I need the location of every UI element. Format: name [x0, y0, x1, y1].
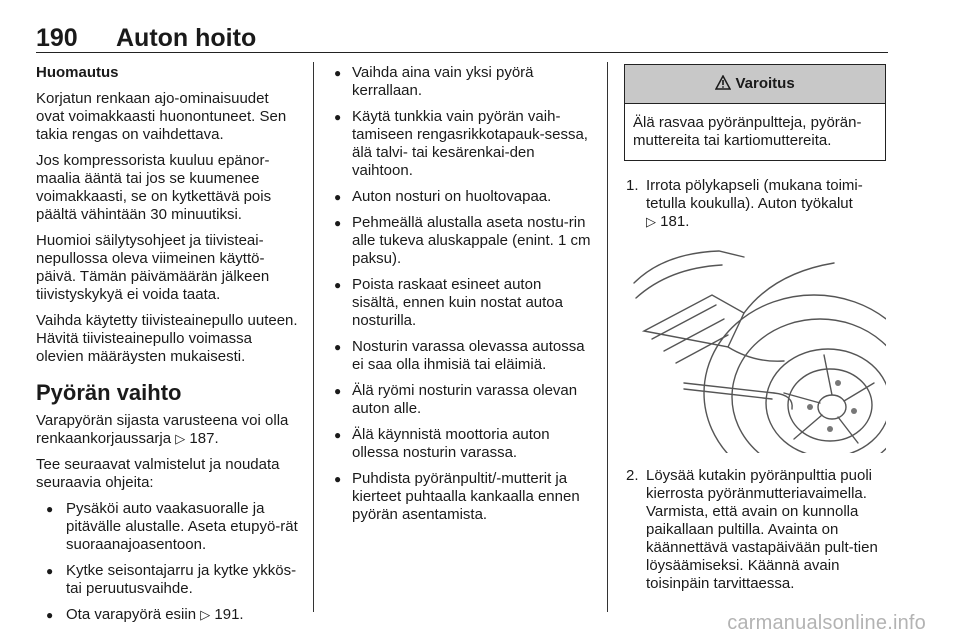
list-item: ● Älä käynnistä moottoria auton ollessa nosturin varassa.: [330, 426, 592, 462]
warning-header: [625, 65, 885, 104]
wheel-illustration-svg: [624, 243, 886, 453]
warning-text: Älä rasvaa pyöränpultteja, pyörän-muttereita tai kartiomuttereita.: [633, 114, 862, 149]
page-reference-link[interactable]: 181.: [660, 213, 690, 230]
list-item: ● Puhdista pyöränpultit/-mutterit ja kierteet puhtaalla kankaalla ennen pyörän asentamista.: [330, 470, 592, 524]
list-item: ● Poista raskaat esineet auton sisältä, ennen kuin nostat autoa nosturilla.: [330, 276, 592, 330]
list-item: ● Älä ryömi nosturin varassa olevan auton alle.: [330, 382, 592, 418]
step-item: [624, 467, 886, 593]
step-number: 1.: [626, 177, 639, 194]
column-divider: [607, 62, 608, 612]
warning-triangle-icon: [715, 75, 731, 90]
step-number: 2.: [626, 467, 639, 484]
note-title: Huomautus: [36, 64, 119, 81]
watermark: carmanualsonline.info: [727, 612, 926, 634]
page-number: 190: [36, 24, 78, 52]
section-heading: Pyörän vaihto: [36, 380, 182, 405]
list-item: ● Kytke seisontajarru ja kytke ykkös- tai peruutusvaihde.: [36, 562, 298, 598]
steps-list: [624, 177, 886, 231]
list-item-text: Ota varapyörä esiin: [66, 606, 201, 623]
note-paragraph: Jos kompressorista kuuluu epänor-maalia ääntä tai jos se kuumenee voimakkaasti, se on kytkettävä pois päältä vähintään 30 minuutiksi.: [36, 152, 272, 223]
step-text: Löysää kutakin pyöränpulttia puoli kierrosta pyöränmutteriavaimella. Varmista, että avain on kunnolla paikallaan pultilla. Avainta on käännettävä vastapäivään pult-tien löysäämiseksi. Käännä avain toisinpäin tarvittaessa.: [646, 467, 878, 592]
triangle-right-icon: ▷: [646, 214, 656, 229]
list-item: ● Vaihda aina vain yksi pyörä kerrallaan.: [330, 64, 592, 100]
column-left: [36, 64, 298, 632]
page-reference-link[interactable]: 191.: [214, 606, 244, 623]
steps-list: [624, 467, 886, 593]
preparation-list: [36, 500, 298, 624]
step-item: [624, 177, 886, 231]
column-middle: [330, 64, 592, 532]
note-paragraph: Huomioi säilytysohjeet ja tiivisteai-nepullossa oleva viimeinen käyttö-päivä. Tämän päivämäärän jälkeen tiivistyskykyä ei voida taata.: [36, 232, 270, 303]
triangle-right-icon: ▷: [175, 431, 186, 446]
list-item: ● Auton nosturi on huoltovapaa.: [330, 188, 592, 206]
list-item: [36, 606, 298, 624]
safety-list: [330, 64, 592, 524]
warning-title: Varoitus: [735, 75, 795, 92]
list-item: ● Pysäköi auto vaakasuoralle ja pitävälle alustalle. Aseta etupyö-rät suoraanajoasentoon.: [36, 500, 298, 554]
instructions-paragraph: Tee seuraavat valmistelut ja noudata seuraavia ohjeita:: [36, 456, 280, 491]
page-reference-link[interactable]: 187.: [189, 430, 219, 447]
step-text: Irrota pölykapseli (mukana toimi-tetulla koukulla). Auton työkalut: [646, 177, 863, 212]
list-item: ● Pehmeällä alustalla aseta nostu-rin alle tukeva aluskappale (enint. 1 cm paksu).: [330, 214, 592, 268]
column-divider: [313, 62, 314, 612]
intro-text: Varapyörän sijasta varusteena voi olla renkaankorjaussarja: [36, 412, 289, 447]
list-item: ● Nosturin varassa olevassa autossa ei saa olla ihmisiä tai eläimiä.: [330, 338, 592, 374]
page-header: [36, 24, 888, 53]
intro-paragraph: [36, 412, 298, 448]
running-title: Auton hoito: [116, 24, 257, 52]
list-item: ● Käytä tunkkia vain pyörän vaih-tamiseen rengasrikkotapauk-sessa, älä talvi- tai kesärenkai-den vaihtoon.: [330, 108, 592, 180]
triangle-right-icon: ▷: [200, 607, 211, 622]
note-paragraph: Korjatun renkaan ajo-ominaisuudet ovat voimakkaasti huonontuneet. Sen takia rengas on vaihdettava.: [36, 90, 287, 143]
warning-box: [624, 64, 886, 161]
note-paragraph: Vaihda käytetty tiivisteainepullo uuteen. Hävitä tiivisteainepullo voimassa olevien määräysten mukaisesti.: [36, 312, 298, 365]
column-right: [624, 64, 886, 605]
wheel-hubcap-illustration: [624, 243, 886, 453]
